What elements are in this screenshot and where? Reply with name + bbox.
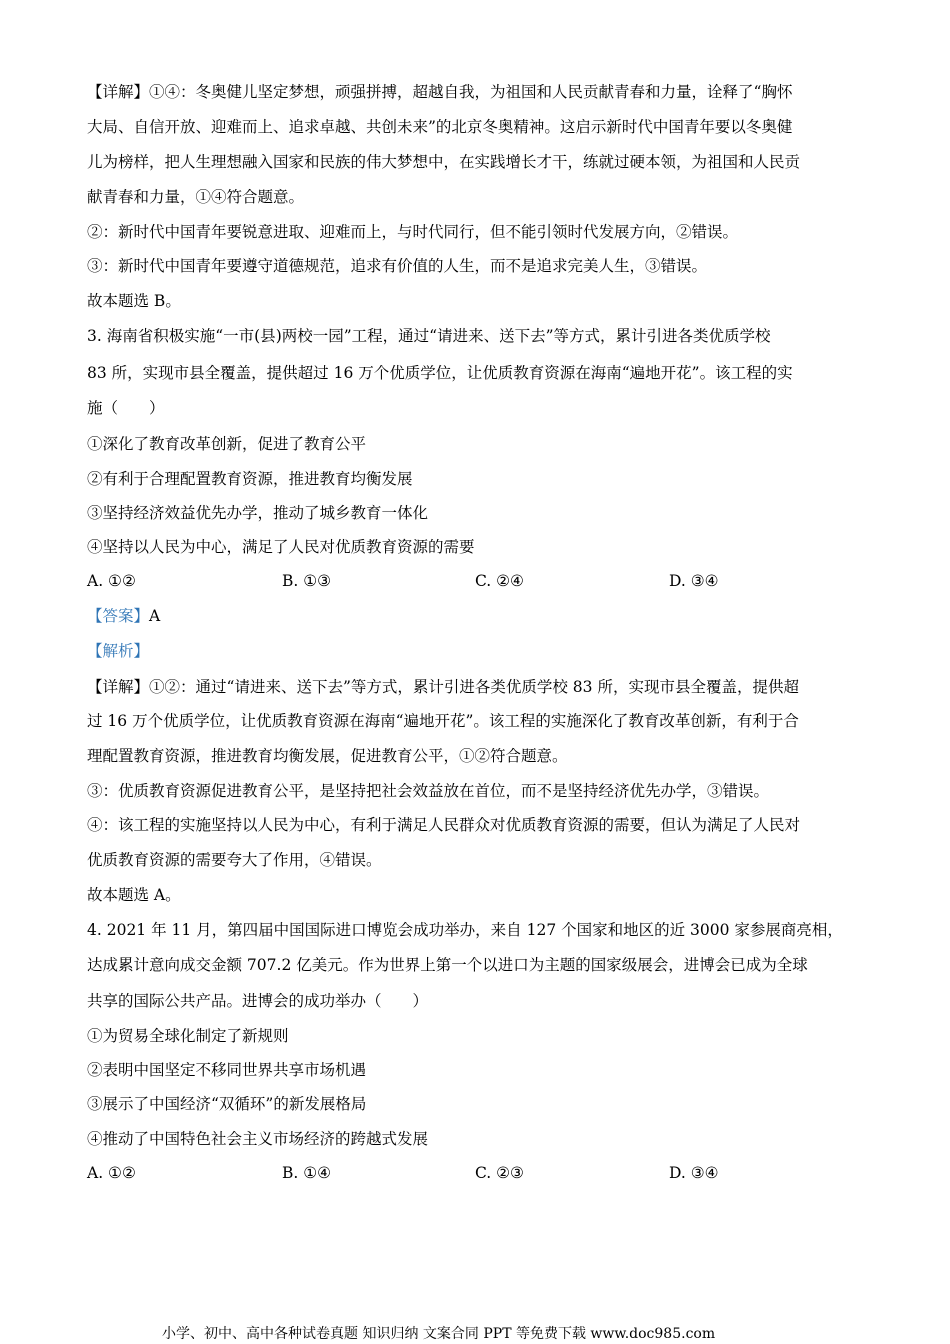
q4-stem-line-1: 4. 2021 年 11 月，第四届中国国际进口博览会成功举办，来自 127 个国家和地区的近 3000 家参展商亮相，: [87, 921, 843, 939]
q3-answer-value: A: [149, 607, 161, 625]
q4-item-3: ③展示了中国经济“双循环”的新发展格局: [87, 1095, 367, 1113]
q3-detail-line-2: 过 16 万个优质学位，让优质教育资源在海南“遍地开花”。该工程的实施深化了教育改革创新，有利于合: [87, 712, 799, 730]
q4-stem-line-3: 共享的国际公共产品。进博会的成功举办（ ）: [87, 992, 429, 1010]
page-footer: 小学、初中、高中各种试卷真题 知识归纳 文案合同 PPT 等免费下载 www.doc985.com: [162, 1326, 716, 1342]
q3-option-b: B. ①③: [282, 572, 332, 590]
q4-item-4: ④推动了中国特色社会主义市场经济的跨越式发展: [87, 1130, 429, 1148]
q3-item-2: ②有利于合理配置教育资源，推进教育均衡发展: [87, 470, 413, 488]
q3-detail-label: 【详解】: [87, 678, 150, 696]
q3-analysis-label: 【解析】: [87, 642, 150, 660]
q3-option-d: D. ③④: [669, 572, 719, 590]
q3-detail-line-3: 理配置教育资源，推进教育均衡发展，促进教育公平，①②符合题意。: [87, 747, 568, 765]
q2-detail-label: 【详解】: [87, 83, 150, 101]
q3-stem-line-3: 施（ ）: [87, 399, 165, 417]
q4-item-1: ①为贸易全球化制定了新规则: [87, 1027, 289, 1045]
q3-detail-line-5: ④：该工程的实施坚持以人民为中心，有利于满足人民群众对优质教育资源的需要，但认为满足了人民对: [87, 816, 801, 834]
q3-stem-line-1: 3. 海南省积极实施“一市(县)两校一园”工程，通过“请进来、送下去”等方式，累计引进各类优质学校: [87, 327, 771, 345]
q2-detail-line-3: 儿为榜样，把人生理想融入国家和民族的伟大梦想中，在实践增长才干，练就过硬本领，为祖国和人民贡: [87, 153, 801, 171]
q3-conclusion: 故本题选 A。: [87, 886, 181, 904]
q2-detail-line-2: 大局、自信开放、迎难而上、追求卓越、共创未来”的北京冬奥精神。这启示新时代中国青年要以冬奥健: [87, 118, 793, 136]
q3-item-4: ④坚持以人民为中心，满足了人民对优质教育资源的需要: [87, 538, 475, 556]
q3-option-c: C. ②④: [475, 572, 524, 590]
q4-option-b: B. ①④: [282, 1164, 332, 1182]
q4-stem-line-2: 达成累计意向成交金额 707.2 亿美元。作为世界上第一个以进口为主题的国家级展会，进博会已成为全球: [87, 956, 808, 974]
q3-answer-label: 【答案】: [87, 607, 150, 625]
q3-option-a: A. ①②: [87, 572, 136, 590]
q3-detail-line-6: 优质教育资源的需要夸大了作用，④错误。: [87, 851, 382, 869]
q2-conclusion: 故本题选 B。: [87, 292, 181, 310]
q3-item-1: ①深化了教育改革创新，促进了教育公平: [87, 435, 367, 453]
q4-option-c: C. ②③: [475, 1164, 524, 1182]
q3-detail-line-1: 【详解】①②：通过“请进来、送下去”等方式，累计引进各类优质学校 83 所，实现市县全覆盖，提供超: [87, 678, 799, 696]
q4-item-2: ②表明中国坚定不移同世界共享市场机遇: [87, 1061, 367, 1079]
q3-answer: [87, 606, 867, 626]
q2-detail-line-4: 献青春和力量，①④符合题意。: [87, 188, 305, 206]
q3-item-3: ③坚持经济效益优先办学，推动了城乡教育一体化: [87, 504, 429, 522]
q2-detail-line-5: ②：新时代中国青年要锐意进取、迎难而上，与时代同行，但不能引领时代发展方向，②错误。: [87, 223, 739, 241]
q4-option-a: A. ①②: [87, 1164, 136, 1182]
q2-detail-line-1: 【详解】①④：冬奥健儿坚定梦想，顽强拼搏，超越自我，为祖国和人民贡献青春和力量，诠释了“胸怀: [87, 83, 793, 101]
q2-detail-line-6: ③：新时代中国青年要遵守道德规范，追求有价值的人生，而不是追求完美人生，③错误。: [87, 257, 708, 275]
q4-option-d: D. ③④: [669, 1164, 719, 1182]
q3-detail-line-4: ③：优质教育资源促进教育公平，是坚持把社会效益放在首位，而不是坚持经济优先办学，③错误。: [87, 782, 770, 800]
q3-stem-line-2: 83 所，实现市县全覆盖，提供超过 16 万个优质学位，让优质教育资源在海南“遍地开花”。该工程的实: [87, 364, 793, 382]
